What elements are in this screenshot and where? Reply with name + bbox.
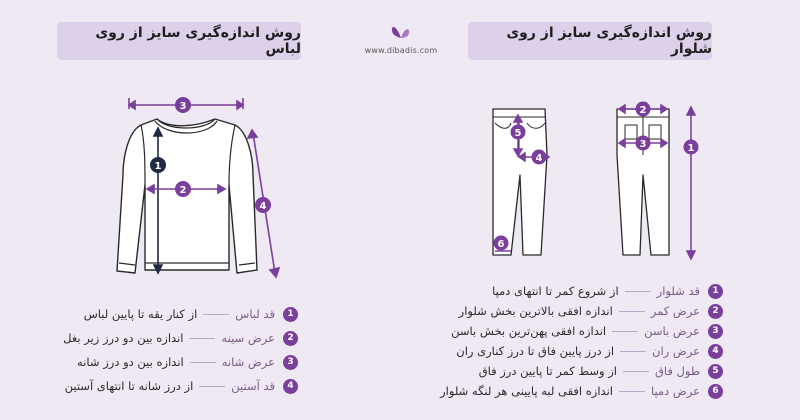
legend-dash (619, 311, 645, 312)
legend-term: عرض سینه (221, 331, 275, 345)
legend-item (63, 326, 298, 350)
butterfly-logo-icon (389, 22, 413, 42)
legend-description: از درز پایین فاق تا درز کناری ران (456, 344, 615, 358)
legend-description: اندازه افقی لبه پایینی هر لنگه شلوار (440, 384, 613, 398)
legend-description: از کنار یقه تا پایین لباس (83, 307, 198, 321)
legend-number: 2 (708, 304, 723, 319)
legend-dash (612, 331, 638, 332)
legend-number: 1 (708, 284, 723, 299)
legend-description: اندازه بین دو درز زیر بغل (63, 331, 184, 345)
legend-description: از درز شانه تا انتهای آستین (64, 379, 194, 393)
svg-text:4: 4 (259, 201, 267, 212)
legend-dash (625, 291, 651, 292)
logo-url: www.dibadis.com (364, 46, 438, 55)
legend-item (455, 361, 723, 381)
pants-marker-6 (494, 236, 509, 251)
shirt-diagram (95, 95, 285, 285)
legend-description: اندازه بین دو درز شانه (77, 355, 184, 369)
legend-description: از شروع کمر تا انتهای دمپا (492, 284, 619, 298)
legend-number: 3 (708, 324, 723, 339)
legend-item (451, 321, 723, 341)
pants-section-title: روش اندازه‌گیری سایز از روی شلوار (468, 22, 712, 60)
svg-text:4: 4 (535, 153, 543, 164)
legend-dash (199, 386, 225, 387)
logo (356, 22, 446, 55)
pants-marker-3 (636, 136, 651, 151)
svg-text:1: 1 (687, 143, 695, 154)
legend-item (455, 281, 723, 301)
legend-dash (203, 314, 229, 315)
legend-item (440, 381, 723, 401)
legend-number: 1 (283, 307, 298, 322)
shirt-legend (63, 302, 298, 398)
legend-number: 5 (708, 364, 723, 379)
legend-term: عرض شانه (221, 355, 275, 369)
legend-term: عرض ران (652, 344, 700, 358)
legend-item (80, 302, 298, 326)
pants-legend (440, 281, 723, 401)
legend-dash (623, 371, 649, 372)
legend-term: عرض باسن (644, 324, 700, 338)
legend-number: 6 (708, 384, 723, 399)
legend-term: قد آستین (231, 379, 275, 393)
legend-dash (620, 351, 646, 352)
legend-number: 3 (283, 355, 298, 370)
legend-dash (189, 338, 215, 339)
legend-dash (190, 362, 216, 363)
legend-item (455, 341, 723, 361)
legend-number: 2 (283, 331, 298, 346)
shirt-section-title: روش اندازه‌گیری سایز از روی لباس (57, 22, 301, 60)
legend-term: عرض دمپا (650, 384, 700, 398)
legend-term: قد شلوار (656, 284, 700, 298)
pants-marker-5 (511, 125, 526, 140)
pants-diagram (485, 95, 715, 265)
legend-term: قد لباس (235, 307, 275, 321)
legend-number: 4 (283, 379, 298, 394)
legend-term: عرض کمر (650, 304, 700, 318)
pants-marker-1 (684, 140, 699, 155)
svg-text:2: 2 (179, 185, 187, 196)
shirt-marker-3 (175, 97, 191, 113)
pants-marker-4 (532, 150, 547, 165)
svg-text:3: 3 (179, 101, 187, 112)
svg-text:1: 1 (154, 161, 162, 172)
legend-description: اندازه افقی بالاترین بخش شلوار (458, 304, 613, 318)
shirt-marker-2 (175, 181, 191, 197)
legend-term: طول فاق (654, 364, 700, 378)
legend-description: از وسط کمر تا پایین درز فاق (478, 364, 617, 378)
legend-number: 4 (708, 344, 723, 359)
legend-item (455, 301, 723, 321)
svg-text:3: 3 (639, 139, 647, 150)
svg-text:6: 6 (497, 239, 505, 250)
legend-description: اندازه افقی پهن‌ترین بخش باسن (451, 324, 607, 338)
shirt-marker-4 (255, 197, 271, 213)
legend-item (77, 350, 298, 374)
svg-text:2: 2 (639, 105, 647, 116)
shirt-marker-1 (150, 157, 166, 173)
pants-marker-2 (636, 102, 651, 117)
svg-text:5: 5 (514, 128, 522, 139)
legend-item (64, 374, 298, 398)
legend-dash (619, 391, 645, 392)
